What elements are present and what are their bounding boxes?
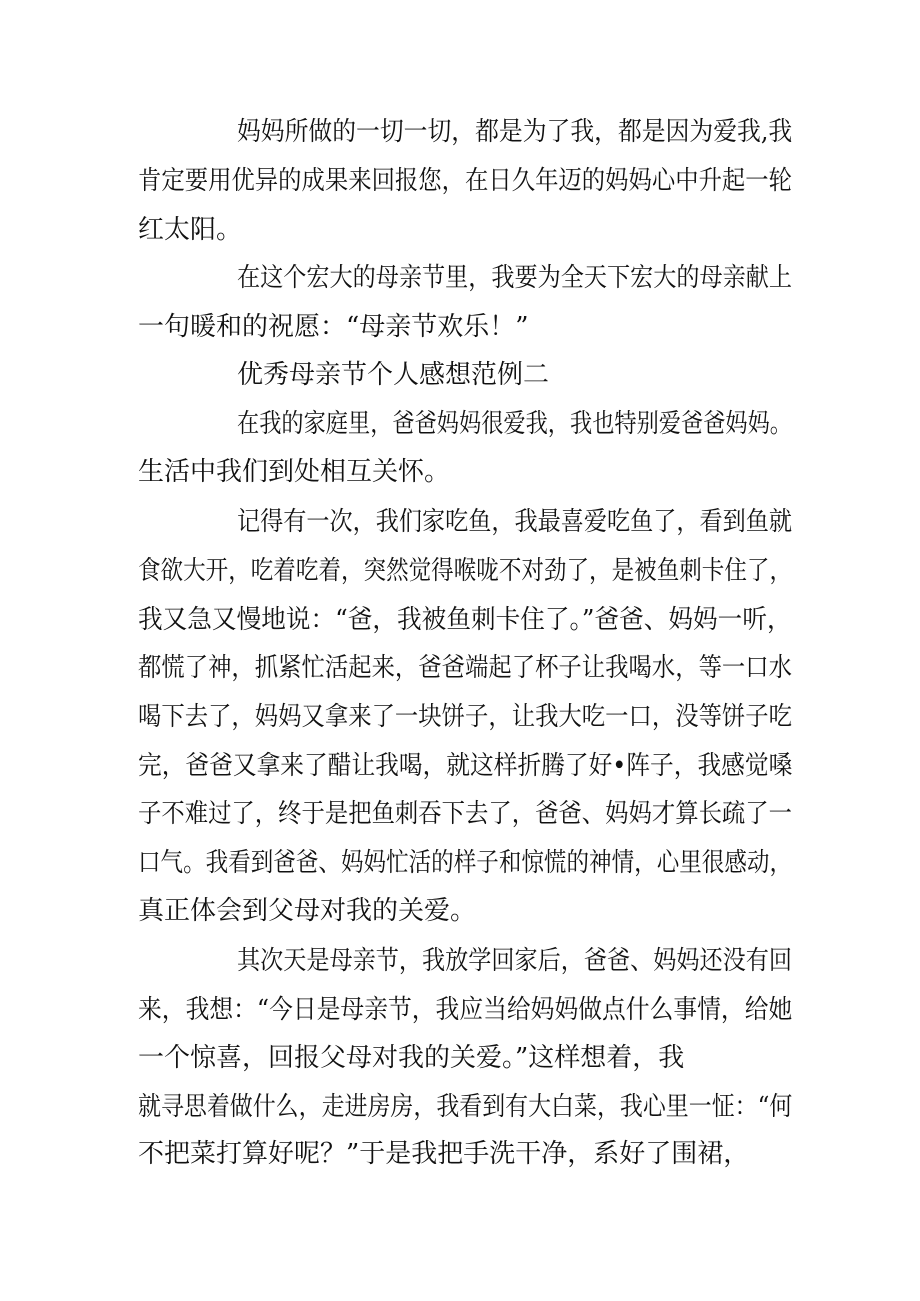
paragraph-4-line-8: 口气。我看到爸爸、妈妈忙活的样子和惊慌的神情，心里很感动，: [138, 848, 793, 878]
paragraph-3-line-2: 生活中我们到处相互关怀。: [138, 457, 451, 487]
paragraph-5-line-4: 就寻思着做什么，走进房房，我看到有大白菜，我心里一怔：“何: [138, 1092, 793, 1122]
paragraph-1-line-1: 妈妈所做的一切一切，都是为了我，都是因为爱我,我: [237, 117, 793, 147]
paragraph-3-line-1: 在我的家庭里，爸爸妈妈很爱我，我也特别爱爸爸妈妈。: [237, 409, 793, 439]
paragraph-5-line-2: 来，我想：“今日是母亲节，我应当给妈妈做点什么事情，给她: [138, 995, 793, 1025]
paragraph-4-line-9: 真正体会到父母对我的关爱。: [138, 896, 477, 926]
paragraph-2-line-1: 在这个宏大的母亲节里，我要为全天下宏大的母亲献上: [237, 263, 793, 293]
paragraph-4-line-4: 都慌了神，抓紧忙活起来，爸爸端起了杯子让我喝水，等一口水: [138, 653, 793, 683]
paragraph-5-line-1: 其次天是母亲节，我放学回家后，爸爸、妈妈还没有回: [237, 946, 793, 976]
paragraph-1-line-3: 红太阳。: [138, 215, 243, 245]
paragraph-4-line-6: 完，爸爸又拿来了醋让我喝，就这样折腾了好•阵子，我感觉嗓: [138, 751, 793, 781]
paragraph-4-line-3: 我又急又慢地说：“爸，我被鱼刺卡住了。”爸爸、妈妈一听，: [138, 605, 792, 635]
paragraph-4-line-7: 子不难过了，终于是把鱼刺吞下去了，爸爸、妈妈才算长疏了一: [138, 799, 793, 829]
paragraph-4-line-1: 记得有一次，我们家吃鱼，我最喜爱吃鱼了，看到鱼就: [237, 507, 793, 537]
paragraph-4-line-2: 食欲大开，吃着吃着，突然觉得喉咙不对劲了，是被鱼刺卡住了，: [138, 556, 793, 586]
paragraph-4-line-5: 喝下去了，妈妈又拿来了一块饼子，让我大吃一口，没等饼子吃: [138, 702, 793, 732]
paragraph-1-line-2: 肯定要用优异的成果来回报您，在日久年迈的妈妈心中升起一轮: [138, 166, 793, 196]
paragraph-2-line-2: 一句暖和的祝愿：“母亲节欢乐！”: [138, 312, 529, 342]
paragraph-5-line-3: 一个惊喜，回报父母对我的关爱。”这样想着，我: [138, 1043, 685, 1073]
paragraph-5-line-5: 不把菜打算好呢？”于是我把手洗干净，系好了围裙，: [138, 1139, 750, 1169]
section-heading: 优秀母亲节个人感想范例二: [237, 360, 550, 390]
